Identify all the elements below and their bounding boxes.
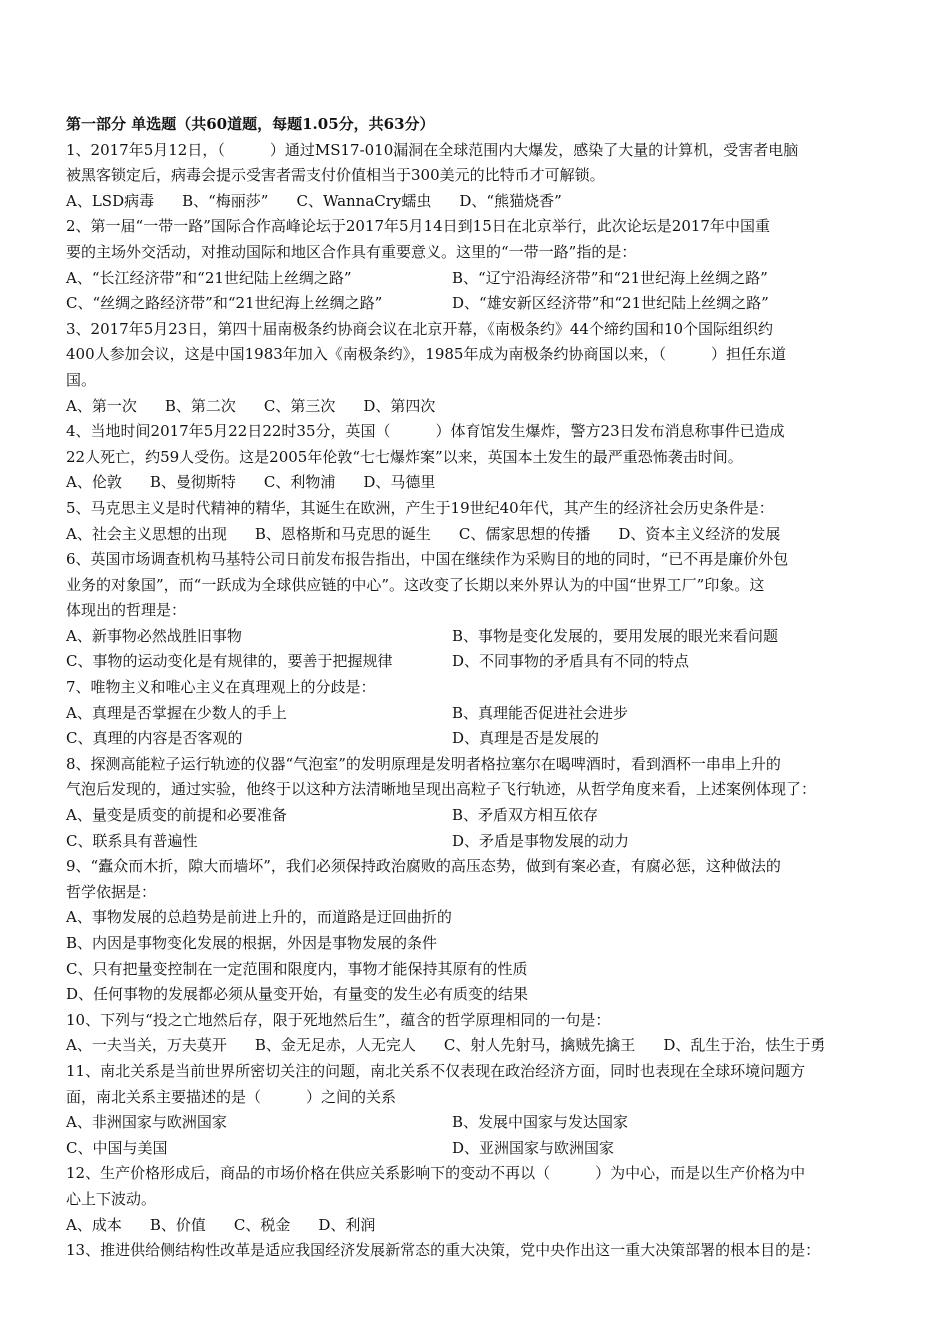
question-13 <box>66 1238 896 1264</box>
option-a: A、一夫当关，万夫莫开 <box>66 1036 227 1055</box>
question-text: 心上下波动。 <box>66 1189 157 1208</box>
option-b: B、恩格斯和马克思的诞生 <box>254 524 431 543</box>
option-c: C、联系具有普遍性 <box>66 831 198 850</box>
option-c: C、中国与美国 <box>66 1138 168 1157</box>
options-row <box>66 291 896 317</box>
option-c: C、“丝绸之路经济带”和“21世纪海上丝绸之路” <box>66 294 383 313</box>
question-9 <box>66 854 896 1008</box>
option-b: B、价值 <box>149 1215 206 1234</box>
question-text: 400人参加会议，这是中国1983年加入《南极条约》，1985年成为南极条约协商国以来，（ ）担任东道 <box>66 345 786 364</box>
option-c: C、儒家思想的传播 <box>458 524 591 543</box>
question-2 <box>66 214 896 316</box>
question-text: 12、生产价格形成后，商品的市场价格在供应关系影响下的变动不再以（ ）为中心，而是以生产价格为中 <box>66 1164 806 1183</box>
option-a: A、伦敦 <box>66 473 122 492</box>
question-text: 面，南北关系主要描述的是（ ）之间的关系 <box>66 1087 397 1106</box>
options-row <box>66 829 896 855</box>
question-text: 要的主场外交活动，对推动国际和地区合作具有重要意义。这里的“一带一路”指的是： <box>66 242 637 261</box>
option-c: C、利物浦 <box>263 473 336 492</box>
option-a: A、非洲国家与欧洲国家 <box>66 1113 227 1132</box>
question-8 <box>66 752 896 854</box>
option-b: B、发展中国家与发达国家 <box>452 1113 629 1132</box>
option-d: D、乱生于治，怯生于勇 <box>663 1036 826 1055</box>
question-11 <box>66 1059 896 1161</box>
question-text: 被黑客锁定后，病毒会提示受害者需支付价值相当于300美元的比特币才可解锁。 <box>66 166 605 185</box>
option-d: D、第四次 <box>363 396 436 415</box>
question-text: 6、英国市场调查机构马基特公司日前发布报告指出，中国在继续作为采购目的地的同时，“已不再是廉价外包 <box>66 550 789 569</box>
question-4 <box>66 419 896 496</box>
question-text: 9、“蠹众而木折，隙大而墙坏”，我们必须保持政治腐败的高压态势，做到有案必查，有腐必惩，这种做法的 <box>66 857 781 876</box>
option-d: D、任何事物的发展都必须从量变开始，有量变的发生必有质变的结果 <box>66 985 529 1004</box>
option-b: B、曼彻斯特 <box>149 473 236 492</box>
question-5 <box>66 496 896 547</box>
question-7 <box>66 675 896 752</box>
question-text: 7、唯物主义和唯心主义在真理观上的分歧是： <box>66 678 376 697</box>
option-d: D、利润 <box>318 1215 376 1234</box>
option-c: C、税金 <box>233 1215 291 1234</box>
option-d: D、亚洲国家与欧洲国家 <box>452 1138 615 1157</box>
option-d: D、马德里 <box>363 473 436 492</box>
option-a: A、LSD病毒 <box>66 191 155 210</box>
question-text: 2、第一届“一带一路”国际合作高峰论坛于2017年5月14日到15日在北京举行，此次论坛是2017年中国重 <box>66 217 770 236</box>
option-d: D、矛盾是事物发展的动力 <box>452 831 630 850</box>
option-c: C、事物的运动变化是有规律的，要善于把握规律 <box>66 652 393 671</box>
question-10 <box>66 1008 896 1059</box>
option-b: B、“辽宁沿海经济带”和“21世纪海上丝绸之路” <box>452 268 768 287</box>
option-d: D、“雄安新区经济带”和“21世纪陆上丝绸之路” <box>452 294 769 313</box>
section-title: 第一部分 单选题（共60道题，每题1.05分，共63分） <box>66 115 435 133</box>
option-b: B、内因是事物变化发展的根据，外因是事物发展的条件 <box>66 934 438 952</box>
question-3 <box>66 317 896 419</box>
question-text: 哲学依据是： <box>66 882 157 901</box>
question-1 <box>66 138 896 215</box>
option-b: B、真理能否促进社会进步 <box>452 703 629 722</box>
options-row <box>66 394 896 420</box>
question-text: 体现出的哲理是： <box>66 601 187 620</box>
question-text: 8、探测高能粒子运行轨迹的仪器“气泡室”的发明原理是发明者格拉塞尔在喝啤酒时，看到酒杯一串串上升的 <box>66 754 781 773</box>
option-a: A、真理是否掌握在少数人的手上 <box>66 703 287 722</box>
option-b: B、矛盾双方相互依存 <box>452 806 599 825</box>
option-a: A、成本 <box>66 1215 122 1234</box>
option-d: D、真理是否是发展的 <box>452 729 600 748</box>
option-a: A、量变是质变的前提和必要准备 <box>66 806 287 825</box>
option-a: A、“长江经济带”和“21世纪陆上丝绸之路” <box>66 268 352 287</box>
question-text: 国。 <box>66 370 97 389</box>
options-row <box>66 522 896 548</box>
question-text: 13、推进供给侧结构性改革是适应我国经济发展新常态的重大决策，党中央作出这一重大决策部署的根本目的是： <box>66 1241 821 1260</box>
option-b: B、“梅丽莎” <box>182 191 269 210</box>
question-6 <box>66 547 896 675</box>
option-a: A、第一次 <box>66 396 137 415</box>
question-text: 1、2017年5月12日，（ ）通过MS17-010漏洞在全球范围内大爆发，感染了大量的计算机，受害者电脑 <box>66 140 799 159</box>
question-text: 22人死亡，约59人受伤。这是2005年伦敦“七七爆炸案”以来，英国本土发生的最严重恐怖袭击时间。 <box>66 447 743 466</box>
option-d: D、“熊猫烧香” <box>459 191 562 210</box>
options-row <box>66 624 896 650</box>
question-text: 气泡后发现的，通过实验，他终于以这种方法清晰地呈现出高粒子飞行轨迹，从哲学角度来看，上述案例体现了： <box>66 780 817 799</box>
option-c: C、真理的内容是否客观的 <box>66 729 243 748</box>
question-text: 4、当地时间2017年5月22日22时35分，英国（ ）体育馆发生爆炸，警方23日发布消息称事件已造成 <box>66 422 785 441</box>
option-a: A、社会主义思想的出现 <box>66 524 227 543</box>
option-a: A、事物发展的总趋势是前进上升的，而道路是迂回曲折的 <box>66 908 452 927</box>
option-d: D、资本主义经济的发展 <box>618 524 781 543</box>
options-row <box>66 189 896 215</box>
options-row <box>66 649 896 675</box>
option-b: B、事物是变化发展的，要用发展的眼光来看问题 <box>452 626 779 645</box>
options-row <box>66 266 896 292</box>
option-c: C、只有把量变控制在一定范围和限度内，事物才能保持其原有的性质 <box>66 959 528 978</box>
options-row <box>66 1136 896 1162</box>
option-c: C、第三次 <box>263 396 336 415</box>
question-text: 5、马克思主义是时代精神的精华，其诞生在欧洲，产生于19世纪40年代，其产生的经济社会历史条件是： <box>66 498 774 517</box>
options-row <box>66 1213 896 1239</box>
option-d: D、不同事物的矛盾具有不同的特点 <box>452 652 690 671</box>
exam-page <box>66 112 896 1264</box>
question-text: 业务的对象国”，而“一跃成为全球供应链的中心”。这改变了长期以来外界认为的中国“世界工厂”印象。这 <box>66 575 765 594</box>
question-12 <box>66 1161 896 1238</box>
options-row <box>66 701 896 727</box>
option-c: C、射人先射马，擒贼先擒王 <box>443 1036 636 1055</box>
options-row <box>66 1110 896 1136</box>
option-b: B、金无足赤，人无完人 <box>254 1036 416 1055</box>
option-b: B、第二次 <box>164 396 236 415</box>
option-c: C、WannaCry蠕虫 <box>296 191 432 210</box>
options-row <box>66 726 896 752</box>
question-text: 3、2017年5月23日，第四十届南极条约协商会议在北京开幕，《南极条约》44个缔约国和10个国际组织约 <box>66 319 774 338</box>
options-row <box>66 803 896 829</box>
option-a: A、新事物必然战胜旧事物 <box>66 626 242 645</box>
question-text: 11、南北关系是当前世界所密切关注的问题，南北关系不仅表现在政治经济方面，同时也表现在全球环境问题方 <box>66 1061 806 1080</box>
options-row <box>66 470 896 496</box>
question-text: 10、下列与“投之亡地然后存，限于死地然后生”，蕴含的哲学原理相同的一句是： <box>66 1010 611 1029</box>
options-row <box>66 1033 896 1059</box>
